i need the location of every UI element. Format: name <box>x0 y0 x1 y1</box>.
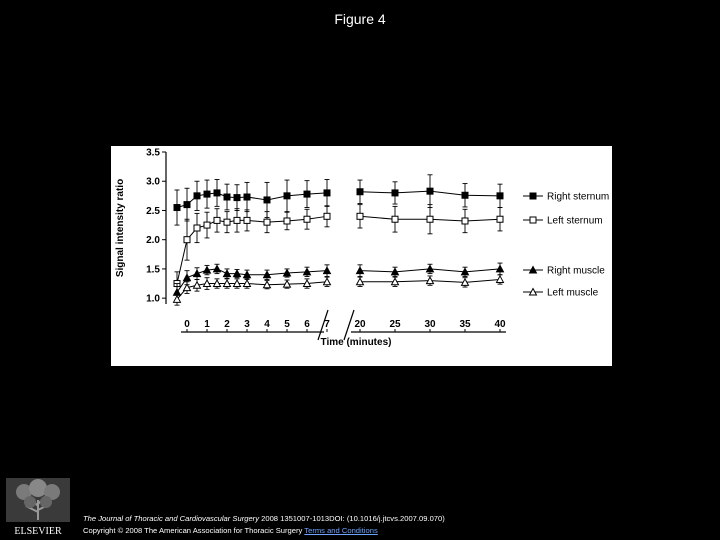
x-tick-label: 20 <box>354 319 366 330</box>
figure-title: Figure 4 <box>334 11 386 27</box>
data-point <box>497 193 503 199</box>
y-tick-label: 3.5 <box>146 147 160 159</box>
series-left-muscle <box>174 275 599 305</box>
citation-line <box>83 513 445 525</box>
data-point <box>324 213 330 219</box>
data-point <box>264 219 270 225</box>
data-point <box>224 219 230 225</box>
data-point <box>427 216 433 222</box>
y-tick-label: 3.0 <box>146 176 160 188</box>
data-point <box>194 193 200 199</box>
data-point <box>214 217 220 223</box>
data-point <box>427 188 433 194</box>
data-point <box>184 202 190 208</box>
data-point <box>392 190 398 196</box>
y-axis-label: Signal intensity ratio <box>115 178 126 278</box>
y-tick-label: 2.0 <box>146 235 160 247</box>
data-point <box>284 218 290 224</box>
data-point <box>174 205 180 211</box>
data-point <box>324 190 330 196</box>
data-point <box>304 191 310 197</box>
journal-name: The Journal of Thoracic and Cardiovascular Surgery <box>83 514 260 523</box>
x-tick-label: 1 <box>204 319 210 330</box>
x-tick-label: 4 <box>264 319 270 330</box>
data-point <box>194 225 200 231</box>
data-point <box>244 194 250 200</box>
legend-marker <box>530 217 536 223</box>
legend-label: Left muscle <box>547 287 599 299</box>
x-tick-label: 5 <box>284 319 290 330</box>
terms-link[interactable]: Terms and Conditions <box>304 526 378 535</box>
x-axis-label: Time (minutes) <box>320 337 392 348</box>
y-tick-label: 1.0 <box>146 293 160 305</box>
data-point <box>214 265 221 272</box>
x-tick-label: 2 <box>224 319 230 330</box>
x-tick-label: 35 <box>459 319 471 330</box>
data-point <box>462 192 468 198</box>
data-point <box>234 195 240 201</box>
y-tick-label: 2.5 <box>146 205 160 217</box>
data-point <box>462 218 468 224</box>
data-point <box>234 217 240 223</box>
y-tick-label: 1.5 <box>146 264 160 276</box>
x-tick-label: 25 <box>389 319 401 330</box>
data-point <box>244 217 250 223</box>
x-tick-label: 3 <box>244 319 250 330</box>
data-point <box>204 222 210 228</box>
data-point <box>194 270 201 277</box>
data-point <box>204 191 210 197</box>
data-point <box>264 197 270 203</box>
footer-citation <box>83 513 445 537</box>
citation-doi: 2008 1351007-1013DOI: (10.1016/j.jtcvs.2007.09.070) <box>259 514 445 523</box>
x-tick-label: 7 <box>324 319 330 330</box>
legend-label: Right sternum <box>547 191 610 203</box>
data-point <box>392 216 398 222</box>
x-tick-label: 40 <box>494 319 506 330</box>
x-tick-label: 6 <box>304 319 310 330</box>
data-point <box>184 237 190 243</box>
chart-panel <box>111 146 612 366</box>
x-tick-label: 30 <box>424 319 436 330</box>
legend-label: Left sternum <box>547 215 603 227</box>
data-point <box>304 216 310 222</box>
line-chart <box>111 146 612 366</box>
data-point <box>497 216 503 222</box>
copyright-text: Copyright © 2008 The American Association for Thoracic Surgery <box>83 526 305 535</box>
copyright-line <box>83 525 445 537</box>
data-point <box>284 193 290 199</box>
elsevier-logo-text: ELSEVIER <box>14 526 62 537</box>
axis-break-mark <box>344 310 354 340</box>
legend-label: Right muscle <box>547 265 605 277</box>
data-point <box>214 190 220 196</box>
x-tick-label: 0 <box>184 319 190 330</box>
legend-marker <box>530 193 536 199</box>
data-point <box>224 194 230 200</box>
data-point <box>357 189 363 195</box>
data-point <box>184 274 191 281</box>
elsevier-tree-icon <box>4 476 72 538</box>
data-point <box>357 213 363 219</box>
